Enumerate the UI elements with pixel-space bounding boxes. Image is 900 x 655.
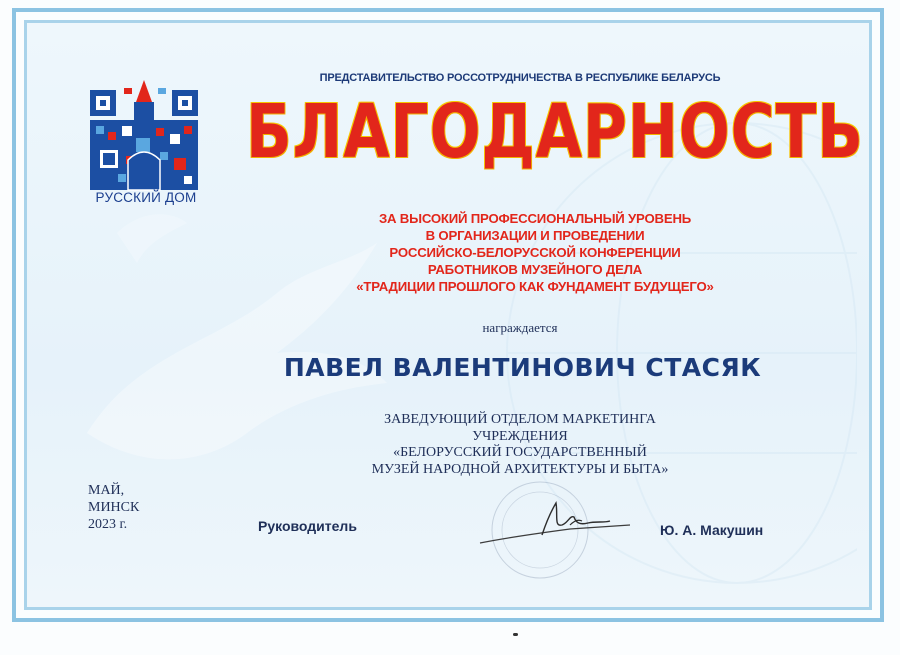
organization-name: ПРЕДСТАВИТЕЛЬСТВО РОССОТРУДНИЧЕСТВА В РЕСПУБЛИКЕ БЕЛАРУСЬ	[319, 72, 721, 84]
reason-line: В ОРГАНИЗАЦИИ И ПРОВЕДЕНИИ	[425, 228, 645, 243]
signatory-name: Ю. А. Макушин	[660, 522, 764, 538]
signatory-role: Руководитель	[258, 518, 357, 534]
reason-line: ЗА ВЫСОКИЙ ПРОФЕССИОНАЛЬНЫЙ УРОВЕНЬ	[378, 211, 692, 226]
recipient-name: ПАВЕЛ ВАЛЕНТИНОВИЧ СТАСЯК	[283, 353, 762, 382]
reason-line: «ТРАДИЦИИ ПРОШЛОГО КАК ФУНДАМЕНТ БУДУЩЕГО»	[356, 279, 714, 294]
place-and-date	[88, 482, 168, 533]
reason-line: РАБОТНИКОВ МУЗЕЙНОГО ДЕЛА	[427, 262, 643, 277]
position-line: «БЕЛОРУССКИЙ ГОСУДАРСТВЕННЫЙ	[393, 445, 647, 460]
place-line: МИНСК	[88, 500, 140, 515]
certificate-title: БЛАГОДАРНОСТЬ	[246, 89, 864, 175]
signature-icon	[470, 495, 670, 555]
logo-caption: РУССКИЙ ДОМ	[95, 190, 197, 205]
place-line: 2023 г.	[88, 517, 128, 532]
recipient-position	[320, 412, 720, 478]
awarded-label: награждается	[482, 320, 558, 335]
position-line: УЧРЕЖДЕНИЯ	[472, 428, 568, 444]
ink-speck	[513, 633, 518, 636]
award-reason	[290, 210, 780, 295]
reason-line: РОССИЙСКО-БЕЛОРУССКОЙ КОНФЕРЕНЦИИ	[389, 245, 681, 260]
place-line: МАЙ,	[88, 483, 125, 498]
position-line: МУЗЕЙ НАРОДНОЙ АРХИТЕКТУРЫ И БЫТА»	[371, 461, 669, 477]
position-line: ЗАВЕДУЮЩИЙ ОТДЕЛОМ МАРКЕТИНГА	[384, 412, 656, 427]
